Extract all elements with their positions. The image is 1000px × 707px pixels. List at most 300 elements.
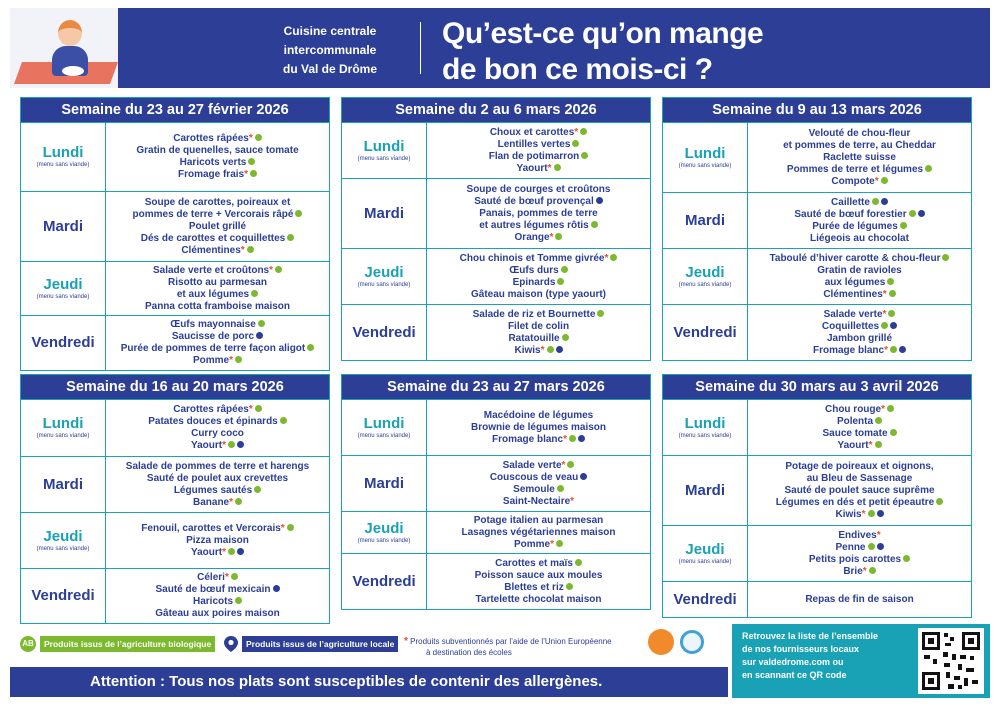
dish-item [193,596,242,608]
dish-name: Brie [843,565,863,577]
organic-icon [228,548,235,555]
dish-list [106,569,329,623]
dish-item [193,355,242,367]
dish-item [141,523,293,535]
dish-item [498,139,580,151]
dish-item [136,145,298,157]
organic-icon [887,405,894,412]
organic-icon [556,540,563,547]
dish-item [835,509,883,521]
dish-item [186,535,249,547]
eu-subsidy-star-icon: * [881,403,885,415]
organic-icon [900,222,907,229]
day-row-jeudi [21,261,329,315]
day-row-jeudi [342,511,650,553]
dish-name: Coquillettes [821,320,880,332]
dish-item [178,169,257,181]
dish-name: Fromage blanc [491,433,564,445]
day-label [663,582,748,617]
eu-subsidy-star-icon: * [222,440,227,451]
week-table [341,97,651,361]
eu-subsidy-star-icon: * [222,546,227,558]
day-row-mardi [342,178,650,248]
dish-item [474,196,602,208]
dish-name: Clémentines [823,288,883,300]
day-name: Vendredi [352,323,416,341]
dish-name: Kiwis [514,344,541,356]
week-table [662,97,972,361]
dish-item [191,547,244,559]
local-icon [890,322,897,329]
organic-icon [566,583,573,590]
dish-item [460,253,618,265]
dish-name: Polenta [836,415,874,427]
dish-name: Chou chinois et Tomme givrée [459,252,605,264]
dish-item [514,539,563,551]
organic-icon [562,334,569,341]
organic-icon [307,344,314,351]
dish-name: Macédoine de légumes [483,409,594,421]
eu-subsidy-star-icon: * [269,264,274,276]
day-name: Vendredi [31,587,95,604]
dish-name: Sauté de bœuf provençal [474,195,594,207]
dish-name: Sauté de poulet aux crevettes [146,472,289,484]
week-table [20,374,330,624]
dish-item [787,164,932,176]
dish-item [503,460,575,472]
dish-item [831,176,887,188]
organic-icon [890,346,897,353]
day-name: Lundi [684,144,726,162]
day-row-jeudi [663,248,971,304]
day-row-lundi [342,122,650,178]
dish-name: Brownie de légumes maison [470,421,607,433]
dish-item [490,127,587,139]
dish-item [145,301,290,313]
dish-name: Chou rouge [824,403,882,415]
meatless-note: (menu sans viande) [678,281,732,288]
day-name: Jeudi [43,275,83,293]
day-row-vendredi [663,581,971,617]
organic-icon [581,152,588,159]
day-name: Lundi [363,414,405,432]
organic-icon [258,320,265,327]
day-label [342,305,427,360]
day-label [342,179,427,248]
dish-name: Yaourt [516,162,548,174]
dish-item [514,345,562,357]
local-icon [899,346,906,353]
dish-item [172,331,263,343]
eu-subsidy-star-icon: * [248,404,253,415]
day-name: Mardi [42,475,83,493]
dish-item [174,485,261,497]
eu-subsidy-star-icon: * [861,508,866,520]
dish-item [474,515,604,527]
dish-item [173,404,262,416]
dish-list [748,123,971,192]
day-row-vendredi [342,553,650,609]
week-table [20,97,330,371]
dish-name: Blettes et riz [504,581,564,593]
dish-item [504,582,572,594]
week-title: Semaine du 9 au 13 mars 2026 [663,98,971,122]
organic-icon: AB [20,636,36,652]
dish-name: Yaourt [190,440,223,451]
dish-item [180,157,256,169]
dish-item [168,277,267,289]
organic-icon [235,498,242,505]
dish-name: Compote [831,175,875,187]
dish-name: Raclette suisse [823,151,896,163]
dish-name: Salade de pommes de terre et harengs [125,460,310,472]
week-title: Semaine du 2 au 6 mars 2026 [342,98,650,122]
local-icon [256,332,263,339]
dish-name: Petits pois carottes [808,553,902,565]
day-label [342,456,427,511]
eu-subsidy-star-icon: * [229,355,234,366]
day-name: Jeudi [685,263,725,281]
organic-icon [255,134,262,141]
dish-item [794,209,924,221]
organic-icon [251,290,258,297]
dish-item [509,265,567,277]
dish-name: Carottes râpées [173,133,249,144]
dish-name: Panais, pommes de terre [479,207,598,219]
dish-item [807,473,913,485]
eu-subsidy-star-icon: * [563,433,568,445]
organic-icon [925,165,932,172]
dish-item [785,461,933,473]
meatless-note: (menu sans viande) [678,162,732,169]
meatless-note: (menu sans viande) [357,537,411,544]
location-pin-icon [224,636,238,652]
dish-name: Carottes et maïs [495,557,573,569]
dish-name: Purée de pommes de terre façon aligot [120,343,306,354]
meatless-note: (menu sans viande) [678,432,732,439]
dish-name: Saucisse de porc [171,331,255,342]
dish-item [133,209,303,221]
dish-name: Salade verte [823,308,883,320]
eu-subsidy-star-icon: * [240,244,245,256]
dish-item [489,151,589,163]
dish-item [495,558,582,570]
dish-name: Risotto au parmesan [168,276,267,288]
day-row-vendredi [663,304,971,360]
local-icon [596,197,603,204]
day-label [21,316,106,370]
local-icon [918,210,925,217]
organic-icon [557,485,564,492]
organic-icon [235,597,242,604]
meatless-note: (menu sans viande) [36,162,90,168]
dish-name: Soupe de courges et croûtons [466,183,611,195]
day-name: Mardi [363,474,404,492]
day-row-lundi [342,399,650,455]
day-row-vendredi [21,315,329,370]
eu-subsidy-note: * Produits subventionnés par l’aide de l’Union Européenne à destination des écoles [404,636,612,657]
organic-icon [868,510,875,517]
organic-icon [942,254,949,261]
day-row-lundi [663,399,971,455]
dish-list [427,179,650,248]
dish-name: Pomme [513,538,551,550]
dish-name: Sauté de poulet sauce suprême [784,484,935,496]
dish-item [822,321,897,333]
dish-item [121,343,315,355]
dish-item [191,440,244,452]
dish-name: Légumes sautés [173,484,253,496]
eu-subsidy-star-icon: * [882,308,887,320]
organic-icon [875,441,882,448]
day-row-mardi [21,191,329,261]
organic-icon [287,524,294,531]
week-table [662,374,972,618]
eu-subsidy-star-icon: * [574,126,579,138]
dish-item [126,461,309,473]
organic-icon [881,322,888,329]
dish-name: Tartelette chocolat maison [475,593,602,605]
organic-icon [254,486,261,493]
child-eating-illustration [10,8,118,88]
legend-local-label: Produits issus de l’agriculture locale [242,636,398,652]
dish-list [106,192,329,261]
dish-name: Repas de fin de saison [805,593,914,605]
dish-list [106,316,329,370]
organic-icon [250,170,257,177]
dish-item [513,277,565,289]
dish-name: Taboulé d’hiver carotte & chou-fleur [769,252,941,264]
dish-name: Caillette [831,196,870,208]
dish-name: Haricots verts [179,157,247,168]
dish-item [837,440,881,452]
dish-name: Purée de légumes [812,220,898,232]
dish-item [193,497,242,509]
dish-name: Fromage blanc [812,344,885,356]
dish-name: Semoule [513,483,555,495]
day-label [342,554,427,609]
eu-subsidy-star-icon: * [862,565,867,577]
eu-subsidy-star-icon: * [540,344,545,356]
dish-item [831,197,888,209]
dish-name: Potage de poireaux et oignons, [785,460,934,472]
dish-name: Jambon grillé [826,332,892,344]
day-row-vendredi [342,304,650,360]
dish-item [467,184,611,196]
dish-item [827,333,892,345]
dish-item [170,319,265,331]
dish-list [106,123,329,191]
dish-name: Poisson sauce aux moules [474,569,603,581]
dish-item [471,289,606,301]
dish-list [748,582,971,617]
dish-name: et autres légumes rôtis [479,219,589,231]
dish-item [515,232,563,244]
dish-name: Lasagnes végétariennes maison [461,526,616,538]
dish-name: Pomme [192,355,230,366]
dish-name: Carottes râpées [173,404,249,415]
dish-item [147,473,288,485]
dish-name: Lentilles vertes [497,138,571,150]
organic-icon [875,417,882,424]
qr-code-icon[interactable] [918,628,984,694]
organic-icon [591,221,598,228]
organic-icon [295,210,302,217]
eu-subsidy-star-icon: * [244,169,249,180]
day-row-mardi [21,456,329,512]
dish-item [783,140,936,152]
organic-icon [275,266,282,273]
dish-list [748,456,971,525]
eu-subsidy-star-icon: * [876,529,881,541]
dish-item [817,265,901,277]
organic-icon [561,266,568,273]
day-label [663,305,748,360]
allergen-notice: Attention : Tous nos plats sont susceptibles de contenir des allergènes. [10,667,728,697]
organic-icon [280,417,287,424]
dish-item [516,163,560,175]
day-label [342,123,427,178]
day-name: Vendredi [31,334,95,351]
organic-icon [575,559,582,566]
meatless-note: (menu sans viande) [357,281,411,288]
dish-name: Flan de potimarron [488,150,580,162]
organic-icon [247,246,254,253]
dish-name: Salade verte et croûtons [152,264,270,276]
dish-item [835,542,883,554]
dish-list [106,457,329,512]
dish-item [813,345,906,357]
dish-name: Velouté de chou-fleur [808,127,911,139]
dish-name: Pizza maison [186,534,249,546]
dish-list [748,193,971,248]
dish-name: Endives [838,529,877,541]
eu-subsidy-star-icon: * [224,572,229,583]
day-row-lundi [663,122,971,192]
dish-item [824,309,896,321]
organic-icon [890,429,897,436]
organic-icon [228,441,235,448]
dish-list [106,400,329,456]
dish-item [181,245,253,257]
organic-icon [569,435,576,442]
dish-name: Saint-Nectaire [502,495,571,507]
suppliers-text: Retrouvez la liste de l’ensemble de nos fournisseurs locaux sur valdedrome.com ou en scannant ce QR code [742,631,879,680]
day-row-jeudi [21,512,329,568]
organic-icon [580,128,587,135]
local-icon [273,585,280,592]
dish-name: Gratin de quenelles, sauce tomate [136,145,299,156]
meatless-note: (menu sans viande) [678,558,732,565]
day-name: Jeudi [364,263,404,281]
organic-icon [903,555,910,562]
dish-item [823,289,895,301]
day-name: Lundi [684,414,726,432]
dish-name: Haricots [192,596,233,607]
day-row-mardi [663,455,971,525]
day-name: Mardi [42,217,83,235]
dish-item [770,253,950,265]
day-label [21,192,106,261]
dish-list [748,305,971,360]
dish-list [106,513,329,568]
day-name: Lundi [42,144,84,161]
organic-icon [248,158,255,165]
dish-item [475,570,603,582]
dish-list [106,262,329,315]
dish-name: Œufs mayonnaise [170,319,256,330]
dish-name: Panna cotta framboise maison [144,300,291,312]
organic-icon [554,164,561,171]
day-name: Vendredi [673,590,737,608]
legend-organic-label: Produits issus de l’agriculture biologique [40,636,215,652]
organic-icon [888,310,895,317]
page-title: Qu’est-ce qu’on mange de bon ce mois-ci ? [442,17,764,86]
dish-name: Epinards [512,276,556,288]
local-suppliers-box [732,624,990,698]
dish-name: Sauce tomate [822,427,888,439]
local-icon [881,198,888,205]
eu-subsidy-star-icon: * [604,252,609,264]
meatless-note: (menu sans viande) [36,293,90,300]
day-label [21,400,106,456]
organic-icon [597,310,604,317]
dish-name: Légumes en dés et petit épeautre [775,496,935,508]
local-icon [580,473,587,480]
dish-item [508,321,569,333]
dish-item [805,594,913,606]
dish-item [823,152,896,164]
day-name: Vendredi [352,572,416,590]
meatless-note: (menu sans viande) [36,433,90,439]
dish-name: Sauté de bœuf mexicain [155,584,271,595]
day-name: Jeudi [685,540,725,558]
dish-name: Pommes de terre et légumes [786,163,924,175]
day-label [663,193,748,248]
organic-icon [872,198,879,205]
dish-name: Salade verte [502,459,562,471]
organic-icon [610,254,617,261]
eu-subsidy-star-icon: * [547,162,552,174]
eu-subsidy-star-icon: * [570,495,575,507]
day-label [21,262,106,315]
organic-icon [881,177,888,184]
eu-subsidy-star-icon: * [561,459,566,471]
dish-list [427,456,650,511]
day-name: Mardi [684,211,725,229]
dish-item [148,416,287,428]
dish-item [471,422,606,434]
dish-name: et pommes de terre, au Cheddar [783,139,936,151]
dish-name: Filet de colin [507,320,570,332]
day-name: Mardi [363,204,404,222]
day-row-jeudi [342,248,650,304]
dish-list [427,305,650,360]
dish-item [843,566,875,578]
dish-item [155,584,279,596]
eu-subsidy-star-icon: * [884,344,889,356]
dish-item [838,530,880,542]
dish-item [492,434,585,446]
organization-name: Cuisine centrale intercommunale du Val de Drôme [282,24,378,76]
day-row-mardi [342,455,650,511]
dish-list [748,400,971,455]
dish-list [427,512,650,553]
day-name: Mardi [684,481,725,499]
dish-name: Curry coco [191,428,244,439]
header-divider [420,22,421,74]
dish-item [812,221,907,233]
